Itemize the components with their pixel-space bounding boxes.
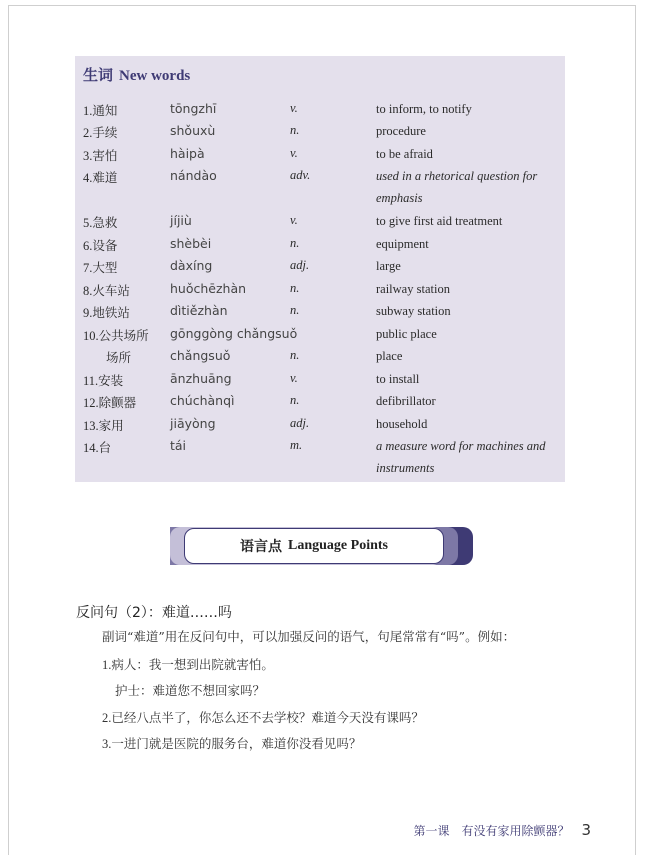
vocab-meaning: place bbox=[376, 349, 403, 363]
vocab-meaning: to give first aid treatment bbox=[376, 214, 503, 228]
vocabulary-box bbox=[75, 56, 565, 482]
vocab-word: 6.设备 bbox=[83, 238, 118, 253]
vocab-row bbox=[75, 258, 565, 278]
vocab-pinyin: jiāyòng bbox=[170, 416, 216, 431]
vocab-pinyin: gōnggòng chǎngsuǒ bbox=[170, 326, 298, 341]
vocabulary-title: 生词 New words bbox=[83, 66, 191, 84]
example-sentence: 2.已经八点半了，你怎么还不去学校？难道今天没有课吗？ bbox=[102, 710, 424, 725]
vocab-meaning: procedure bbox=[376, 124, 426, 138]
vocab-pinyin: dìtiězhàn bbox=[170, 303, 228, 318]
vocab-meaning: public place bbox=[376, 327, 437, 341]
vocab-word: 场所 bbox=[106, 350, 132, 365]
page-number: 3 bbox=[581, 821, 591, 839]
vocab-meaning: subway station bbox=[376, 304, 451, 318]
vocab-part-of-speech: m. bbox=[290, 438, 303, 452]
vocab-pinyin: dàxíng bbox=[170, 258, 213, 273]
example-sentence: 护士：难道您不想回家吗？ bbox=[115, 683, 266, 698]
vocab-pinyin: tái bbox=[170, 438, 187, 453]
vocab-row bbox=[75, 123, 565, 143]
footer-lesson-title: 第一课 有没有家用除颤器？ bbox=[413, 824, 570, 838]
vocab-pinyin: huǒchēzhàn bbox=[170, 281, 247, 296]
vocab-pinyin: nándào bbox=[170, 168, 217, 183]
vocab-part-of-speech: v. bbox=[290, 146, 298, 160]
vocab-meaning: household bbox=[376, 417, 428, 431]
vocab-meaning: large bbox=[376, 259, 401, 273]
example-sentence: 1.病人：我一想到出院就害怕。 bbox=[102, 657, 274, 672]
vocab-word: 4.难道 bbox=[83, 170, 118, 185]
vocab-word: 11.安装 bbox=[83, 373, 124, 388]
language-points-title: 语言点 Language Points bbox=[184, 528, 444, 564]
vocab-word: 7.大型 bbox=[83, 260, 118, 275]
vocab-pinyin: jíjiù bbox=[170, 213, 192, 228]
vocab-word: 5.急救 bbox=[83, 215, 118, 230]
vocab-word: 14.台 bbox=[83, 440, 112, 455]
vocab-part-of-speech: adj. bbox=[290, 258, 310, 272]
vocab-row bbox=[75, 101, 565, 121]
vocab-row bbox=[75, 146, 565, 166]
page-footer bbox=[413, 821, 591, 839]
vocab-row bbox=[75, 393, 565, 413]
grammar-point-description: 副词“难道”用在反问句中，可以加强反问的语气，句尾常常有“吗”。例如： bbox=[102, 629, 516, 644]
vocab-row bbox=[75, 236, 565, 256]
vocab-word: 12.除颤器 bbox=[83, 395, 137, 410]
vocab-meaning: used in a rhetorical question for emphasis bbox=[376, 169, 538, 205]
vocab-word: 3.害怕 bbox=[83, 148, 118, 163]
vocab-word: 13.家用 bbox=[83, 418, 124, 433]
vocab-word: 10.公共场所 bbox=[83, 328, 149, 343]
vocab-part-of-speech: n. bbox=[290, 393, 300, 407]
vocab-row bbox=[75, 213, 565, 233]
vocab-part-of-speech: n. bbox=[290, 123, 300, 137]
vocab-word: 1.通知 bbox=[83, 103, 118, 118]
vocab-row bbox=[75, 438, 565, 475]
vocab-part-of-speech: adv. bbox=[290, 168, 311, 182]
vocab-part-of-speech: adj. bbox=[290, 416, 310, 430]
vocab-meaning: to inform, to notify bbox=[376, 102, 472, 116]
vocab-pinyin: shèbèi bbox=[170, 236, 212, 251]
vocab-row bbox=[75, 416, 565, 436]
vocab-row bbox=[75, 348, 565, 368]
vocab-meaning: to install bbox=[376, 372, 420, 386]
vocab-word: 8.火车站 bbox=[83, 283, 130, 298]
vocab-row bbox=[75, 168, 565, 205]
language-points-banner bbox=[170, 527, 473, 565]
vocab-word: 2.手续 bbox=[83, 125, 118, 140]
vocab-pinyin: chǎngsuǒ bbox=[170, 348, 231, 363]
vocab-part-of-speech: n. bbox=[290, 348, 300, 362]
vocab-pinyin: ānzhuāng bbox=[170, 371, 232, 386]
vocab-part-of-speech: n. bbox=[290, 303, 300, 317]
vocab-row bbox=[75, 303, 565, 323]
grammar-point-title: 反问句（2）：难道……吗 bbox=[76, 605, 232, 621]
vocab-pinyin: shǒuxù bbox=[170, 123, 216, 138]
vocab-part-of-speech: v. bbox=[290, 371, 298, 385]
vocab-meaning: defibrillator bbox=[376, 394, 436, 408]
vocab-pinyin: chúchànqì bbox=[170, 393, 235, 408]
vocab-part-of-speech: v. bbox=[290, 101, 298, 115]
example-sentence: 3.一进门就是医院的服务台，难道你没看见吗？ bbox=[102, 736, 362, 751]
vocab-pinyin: tōngzhī bbox=[170, 101, 217, 116]
vocab-meaning: to be afraid bbox=[376, 147, 433, 161]
vocab-pinyin: hàipà bbox=[170, 146, 205, 161]
vocab-part-of-speech: n. bbox=[290, 281, 300, 295]
vocab-meaning: a measure word for machines and instruments bbox=[376, 439, 546, 475]
vocab-meaning: equipment bbox=[376, 237, 429, 251]
vocab-row bbox=[75, 371, 565, 391]
vocab-word: 9.地铁站 bbox=[83, 305, 130, 320]
vocab-meaning: railway station bbox=[376, 282, 450, 296]
vocab-row bbox=[75, 326, 565, 346]
vocab-row bbox=[75, 281, 565, 301]
vocab-part-of-speech: v. bbox=[290, 213, 298, 227]
vocab-part-of-speech: n. bbox=[290, 236, 300, 250]
